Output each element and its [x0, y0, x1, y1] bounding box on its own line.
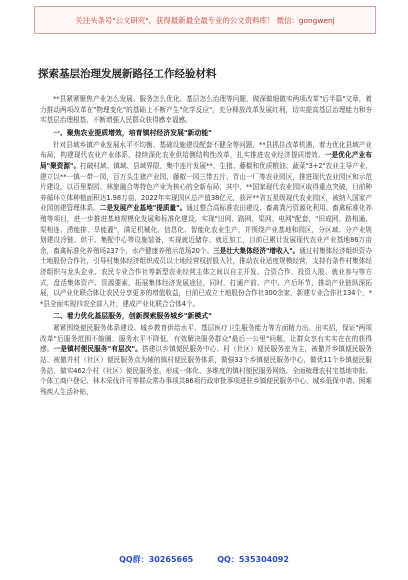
point-1-text: 打破村域、镇域、县域界限，集中连片发展**、生猪、藤椒和优质粮油、蔬菜"3+2"农业主导产业，建立以**一镇一带一园，百万头生猪产业园、藤椒一园三带五片、青山一厂等农业园区，推进现代农业园区和示范片建设，以百里梨园、林旅融合等特色产业为核心的全新布局，其中，**国家现代农业园区取得重点突破，目前种养循环立体种植面积达1.98万亩，2022年实现园区总产值38亿元，获评**省五星级现代农业园区，被纳入国家产业园创建管理体系。: [40, 161, 372, 213]
promo-banner: 关注头条号"公文研究"，获得最新最全最专业的公文资料库！ 微信：gongwenj: [34, 6, 376, 34]
qq-contact-label: QQ：535304092: [217, 554, 289, 564]
point-2-text: 通过整合高标准农田建设、畜禽粪污资源化利用、畜禽标准化养殖等项目，进一步推进基地规模化发展和标准化建设，实现"田网、路网、渠网、电网"配套，"旧成网、路相通、渠相连、涝能排、旱能灌"，满足机械化、信息化、智能化农业生产，并围绕产业基地和园区，分区域、分产业规划建设冷链、烘干、集配中心等设施装备，实现就近储存、就近加工，目前已累计发展现代农业产业基地86万亩余，畜禽标准化养殖场237个，水产健康养殖示范场20个。: [40, 204, 372, 255]
section-2-text: 紧紧围绕便民服务体系建设、城乡教育供给水平、基层医疗卫生服务能力等方面精力出。出实招，保证"两项改革"后服务范围不缩圈、服务水平不降低，有效解决服务群众"最后一公里"问题，让群众享有实实在在的获得感。: [40, 324, 372, 354]
section-1-paragraph-1: [40, 140, 372, 310]
qq-group-label: QQ群：30265665: [119, 554, 194, 564]
section-2-paragraph-1: [40, 323, 372, 397]
section-heading-1: 一、聚焦农业提质增效，培育镇村经济发展"新动能": [53, 128, 212, 137]
document-body: [40, 94, 372, 538]
point-3-heading: 三是壮大集体经济"增收入"。: [213, 246, 300, 255]
service-point-heading: 一是镇村便民服务"有层次"。: [53, 345, 143, 354]
section-1-text: 针对县域乡镇产业发展水平不均衡、基础设施建设配套不健全等问题，**县抓住改革机遇，着力优化县域产业布局，构建现代农业产业体系，持续深化农业供给侧结构性改革，扎实推进农业经济提质增效。: [40, 140, 372, 160]
point-3-text: 通过村集体经济组织资办土地股份合作社，引导村集体经济组织成员以土地经营权折股入社，推动农业适度规模经营，支持有条件村集体经济组织与龙头企业、农民专业合作社等新型农业经营主体之间以自主开发、合资合作、投资入股、就业参与等方式，盘活集体资产、资源要素，拓展集体经济发展途径，同时，打通产前、产中、产后环节，推动产业链纵深拓展，以产业化联合体让农民分享更多的增值收益，目前已成立土地股份合作社300余家，新建专业合作社134个，**县全面实现四农全部入社，建成产业化联合合体4个。: [40, 246, 372, 308]
section-heading-2: 二、着力优化基层服务，创新探索服务城乡"新模式": [53, 312, 212, 321]
service-point-text: 搭建以乡镇便民服务中心、村（社区）便民服务室为主，被撤并乡镇便民服务站、被撤并村（社区）便民服务点为辅的镇村便民服务体系，做强33个乡镇便民服务中心，做优11个乡镇便民服务站，做实462个村（社区）便民服务室，形成一体化、多维度的镇村便民服务网络。全面梳理农村宅基地审批、个体工商户登记、林木采伐许可等群众常办事项共86项行政审批事项进驻乡镇便民服务中心，城乡低保申请、困难残疾人生活补贴、: [40, 345, 372, 396]
intro-paragraph: **县紧紧聚焦产业怎么发展、服务怎么优化、基层怎么治理等问题，做深做细做实两项改革"后半篇"文章，着力推动两项改革在"物理变化"的基础上不断产生"化学反应"，充分释放改革发展红利，切实提高基层治理能力和夯实基层治理根基，不断增强人民群众获得感幸福感。: [40, 95, 372, 125]
point-2-heading: 二是发展产业基地"提质量"。: [99, 204, 187, 213]
point-1-heading: 一是优化产业布局"聚资源"。: [40, 151, 372, 170]
page-title: 探索基层治理发展新路径工作经验材料: [38, 68, 217, 80]
footer-contacts: [0, 548, 408, 570]
